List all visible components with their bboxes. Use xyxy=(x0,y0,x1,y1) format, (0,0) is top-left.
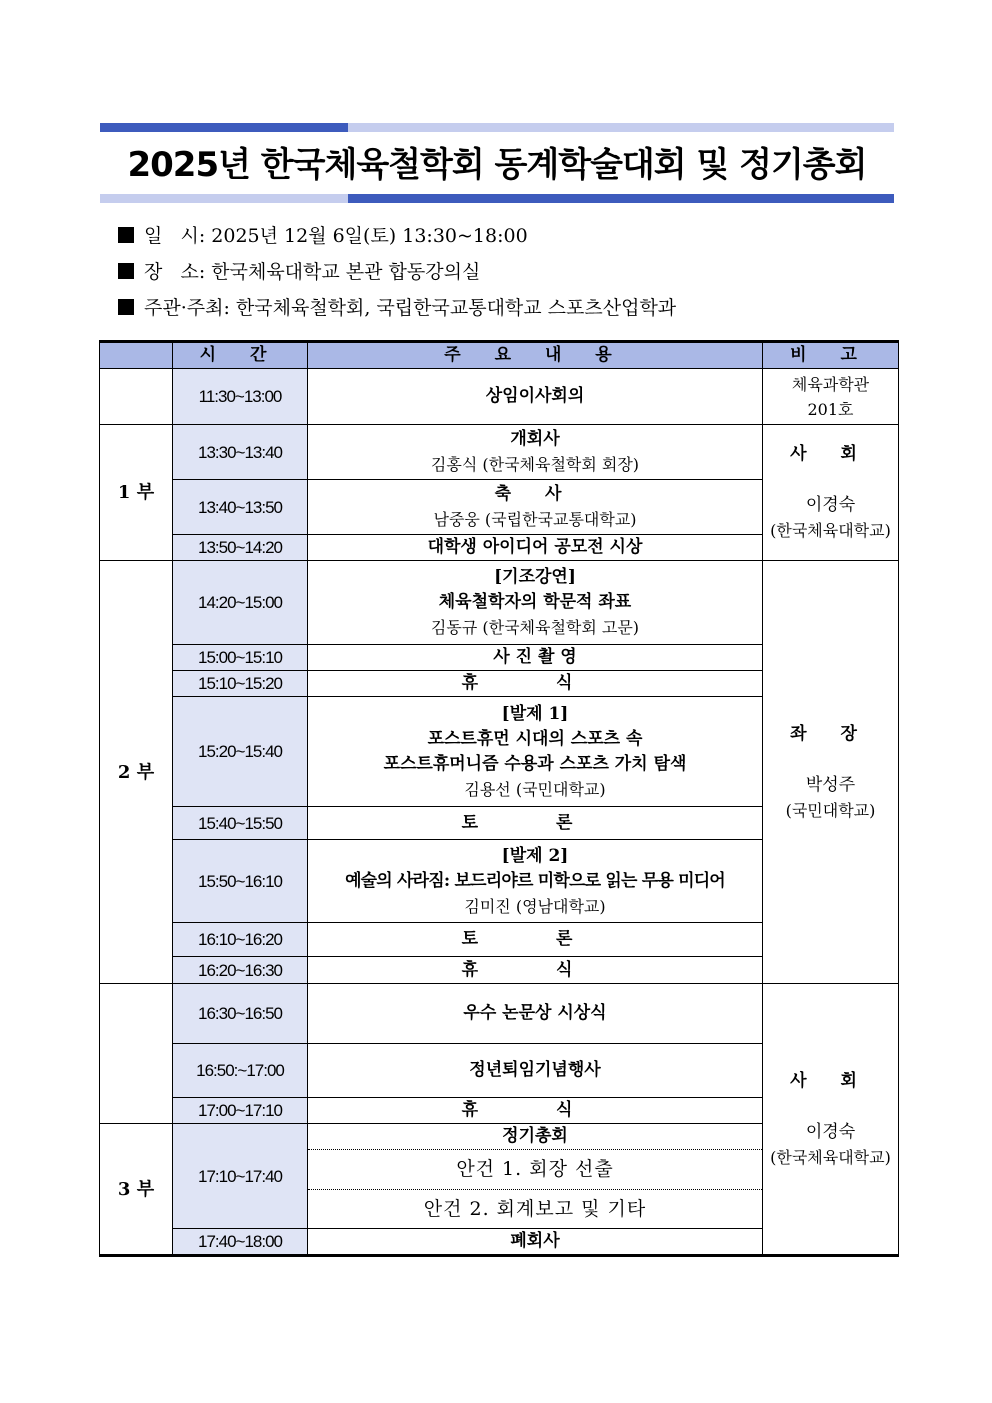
table-row xyxy=(100,369,899,425)
time-cell: 15:20~15:40 xyxy=(173,697,308,807)
time-cell: 16:20~16:30 xyxy=(173,957,308,984)
time-cell: 17:00~17:10 xyxy=(173,1098,308,1124)
table-row xyxy=(100,561,899,645)
time-cell: 15:10~15:20 xyxy=(173,671,308,697)
content-cell: 휴 식 xyxy=(308,671,763,697)
time-cell: 17:10~17:40 xyxy=(173,1124,308,1229)
content-cell: 폐회사 xyxy=(308,1229,763,1256)
page-title: 2025년 한국체육철학회 동계학술대회 및 정기총회 xyxy=(127,145,867,185)
part-blank xyxy=(100,369,173,425)
part-blank xyxy=(100,984,173,1124)
part-label: 2 부 xyxy=(100,561,173,984)
content-cell: 휴 식 xyxy=(308,957,763,984)
info-host-text: 주관·주최: 한국체육철학회, 국립한국교통대학교 스포츠산업학과 xyxy=(144,297,677,319)
content-title: 예술의 사라짐: 보드리야르 미학으로 읽는 무용 미디어 xyxy=(345,870,725,891)
role-title: 사 회 xyxy=(790,1070,871,1091)
part-label: 1 부 xyxy=(100,425,173,561)
table-row xyxy=(100,425,899,480)
content-tag: [기조강연] xyxy=(494,567,576,587)
agenda-item: 안건 1. 회장 선출 xyxy=(308,1150,762,1190)
content-cell xyxy=(308,840,763,923)
title-bottom-bar-dark xyxy=(348,194,894,203)
content-speaker: 김동규 (한국체육철학회 고문) xyxy=(430,618,640,637)
content-title: 체육철학자의 학문적 좌표 xyxy=(438,592,632,612)
time-cell: 16:10~16:20 xyxy=(173,923,308,957)
bullet-square-icon xyxy=(118,263,134,279)
note-line: 201호 xyxy=(807,399,854,419)
content-tag: [발제 2] xyxy=(501,845,569,866)
header-time: 시 간 xyxy=(173,342,308,369)
content-cell: 우수 논문상 시상식 xyxy=(308,984,763,1044)
role-cell xyxy=(763,425,899,561)
content-cell xyxy=(308,697,763,807)
time-cell: 13:50~14:20 xyxy=(173,535,308,561)
time-cell: 13:30~13:40 xyxy=(173,425,308,480)
content-tag: [발제 1] xyxy=(501,703,569,724)
time-cell: 11:30~13:00 xyxy=(173,369,308,425)
content-cell: 휴 식 xyxy=(308,1098,763,1124)
role-name: 이경숙 xyxy=(805,495,856,515)
time-cell: 15:00~15:10 xyxy=(173,645,308,671)
time-cell: 17:40~18:00 xyxy=(173,1229,308,1256)
title-top-bar-dark xyxy=(100,123,348,132)
content-speaker: 김미진 (영남대학교) xyxy=(464,896,606,916)
content-cell: 대학생 아이디어 공모전 시상 xyxy=(308,535,763,561)
role-cell xyxy=(763,561,899,984)
content-cell: 상임이사회의 xyxy=(308,369,763,425)
title-top-bar-light xyxy=(348,123,894,132)
agenda-item: 안건 2. 회계보고 및 기타 xyxy=(423,1198,647,1220)
role-title: 사 회 xyxy=(790,444,871,464)
role-org: (국민대학교) xyxy=(785,800,876,820)
content-cell xyxy=(308,561,763,645)
bullet-square-icon xyxy=(118,299,134,315)
part-label: 3 부 xyxy=(100,1124,173,1256)
content-cell xyxy=(308,480,763,535)
content-speaker: 김홍식 (한국체육철학회 회장) xyxy=(430,455,640,474)
content-title: 포스트휴머니즘 수용과 스포츠 가치 탐색 xyxy=(383,753,687,774)
time-cell: 16:50:~17:00 xyxy=(173,1044,308,1098)
content-title: 포스트휴먼 시대의 스포츠 속 xyxy=(427,728,643,749)
role-title: 좌 장 xyxy=(790,723,871,744)
info-date xyxy=(118,222,528,250)
role-name: 이경숙 xyxy=(805,1121,856,1142)
content-title: 개회사 xyxy=(510,429,560,449)
bullet-square-icon xyxy=(118,227,134,243)
time-cell: 13:40~13:50 xyxy=(173,480,308,535)
table-header-row xyxy=(100,342,899,369)
content-cell: 토 론 xyxy=(308,923,763,957)
header-blank xyxy=(100,342,173,369)
info-host xyxy=(118,294,676,322)
content-cell: 정년퇴임기념행사 xyxy=(308,1044,763,1098)
content-speaker: 김용선 (국민대학교) xyxy=(464,779,606,799)
role-org: (한국체육대학교) xyxy=(770,521,891,540)
title-bottom-bar-light xyxy=(100,194,348,203)
info-place-text: 장 소: 한국체육대학교 본관 합동강의실 xyxy=(144,261,481,283)
header-content: 주 요 내 용 xyxy=(308,342,763,369)
content-cell xyxy=(308,425,763,480)
content-cell: 사 진 촬 영 xyxy=(308,645,763,671)
note-cell xyxy=(763,369,899,425)
info-place xyxy=(118,258,480,286)
time-cell: 14:20~15:00 xyxy=(173,561,308,645)
content-cell: 토 론 xyxy=(308,807,763,840)
time-cell: 16:30~16:50 xyxy=(173,984,308,1044)
content-title: 정기총회 xyxy=(308,1124,762,1150)
role-name: 박성주 xyxy=(805,774,856,795)
table-row xyxy=(100,984,899,1044)
time-cell: 15:50~16:10 xyxy=(173,840,308,923)
time-cell: 15:40~15:50 xyxy=(173,807,308,840)
note-line: 체육과학관 xyxy=(791,374,870,394)
header-note: 비 고 xyxy=(763,342,899,369)
info-date-text: 일 시: 2025년 12월 6일(토) 13:30~18:00 xyxy=(144,225,528,247)
content-speaker: 남중웅 (국립한국교통대학교) xyxy=(433,510,637,529)
content-cell xyxy=(308,1124,763,1229)
role-org: (한국체육대학교) xyxy=(770,1147,891,1167)
role-cell xyxy=(763,984,899,1256)
content-title: 축 사 xyxy=(494,484,576,504)
schedule-table xyxy=(99,340,899,1257)
